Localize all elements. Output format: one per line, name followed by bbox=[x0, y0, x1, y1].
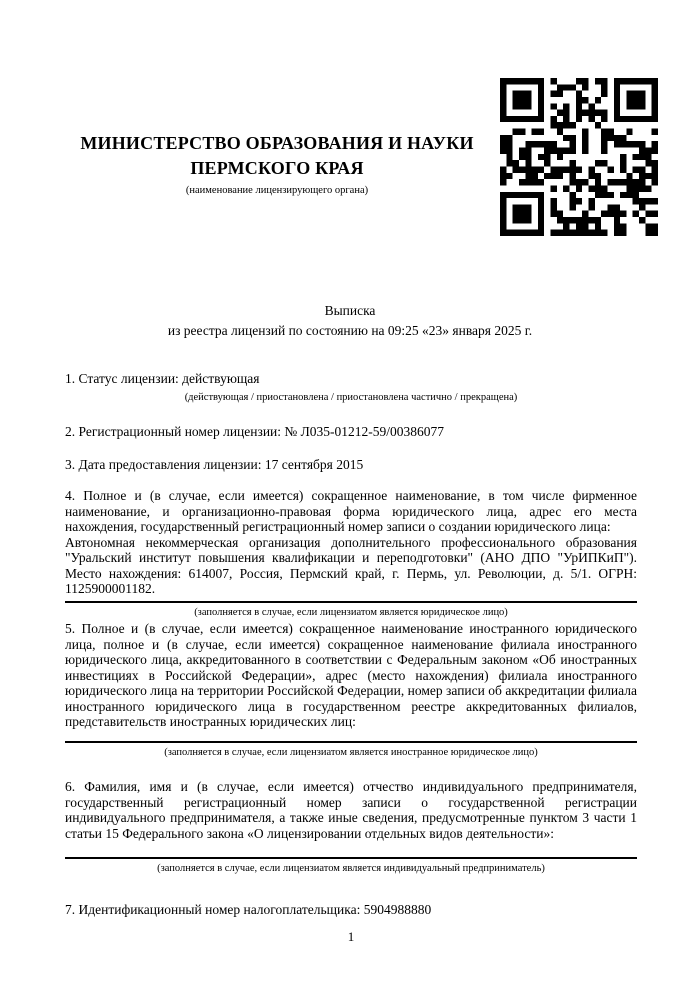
item-5-text: 5. Полное и (в случае, если имеется) сокращенное наименование иностранного юридического лица, полное и (в случае, если имеется) сокращенное наименование филиала иностранного юридического лица, аккредитованного в соответствии с Федеральным законом «Об иностранных инвестициях в Российской Федерации», адрес (место нахождения) филиала иностранного юридического лица на территории Российской Федерации, номер записи об аккредитации филиала иностранного юридического лица в государственном реестре аккредитованных филиалов, представительств иностранных юридических лиц: bbox=[65, 621, 637, 729]
document-title bbox=[80, 301, 620, 341]
document-title-line1: Выписка bbox=[324, 303, 376, 318]
item-4-legal-entity bbox=[65, 488, 637, 619]
qr-code bbox=[500, 78, 658, 236]
item-3-grant-date bbox=[65, 457, 637, 473]
item-2-text: 2. Регистрационный номер лицензии: № Л035-01212-59/00386077 bbox=[65, 424, 445, 439]
ministry-name-line2: ПЕРМСКОГО КРАЯ bbox=[190, 158, 364, 178]
item-3-text: 3. Дата предоставления лицензии: 17 сентября 2015 bbox=[65, 457, 364, 472]
page-number: 1 bbox=[347, 929, 355, 944]
item-5-caption: (заполняется в случае, если лицензиатом является иностранное юридическое лицо) bbox=[164, 746, 538, 758]
ministry-name-line1: МИНИСТЕРСТВО ОБРАЗОВАНИЯ И НАУКИ bbox=[80, 133, 474, 153]
item-4-fill-line bbox=[65, 601, 637, 603]
item-2-registration-number bbox=[65, 424, 637, 440]
item-1-license-status bbox=[65, 371, 637, 404]
item-1-text: 1. Статус лицензии: действующая bbox=[65, 371, 260, 386]
item-7-text: 7. Идентификационный номер налогоплательщика: 5904988880 bbox=[65, 902, 432, 917]
item-7-taxpayer-number bbox=[65, 902, 637, 918]
item-6-text: 6. Фамилия, имя и (в случае, если имеется) отчество индивидуального предпринимателя, государственный регистрационный номер записи о государственной регистрации индивидуального предпринимателя, а также иные сведения, предусмотренные пунктом 3 части 1 статьи 15 Федерального закона «О лицензировании отдельных видов деятельности»: bbox=[65, 779, 637, 841]
ministry-header bbox=[65, 131, 489, 197]
item-6-fill-line bbox=[65, 857, 637, 859]
ministry-caption: (наименование лицензирующего органа) bbox=[185, 185, 369, 196]
item-4-text: 4. Полное и (в случае, если имеется) сокращенное наименование, в том числе фирменное наименование, и организационно-правовая форма юридического лица, адрес его места нахождения, государственный регистрационный номер записи о создании юридического лица: bbox=[65, 488, 637, 534]
document-title-line2: из реестра лицензий по состоянию на 09:25 «23» января 2025 г. bbox=[167, 323, 533, 338]
item-4-value: Автономная некоммерческая организация дополнительного профессионального образования "Уральский институт повышения квалификации и переподготовки" (АНО ДПО "УрИПКиП"). Место нахождения: 614007, Россия, Пермский край, г. Пермь, ул. Революции, д. 5/1. ОГРН: 1125900001182. bbox=[65, 534, 637, 596]
item-1-caption: (действующая / приостановлена / приостановлена частично / прекращена) bbox=[184, 391, 518, 403]
item-5-fill-line bbox=[65, 741, 637, 743]
item-6-caption: (заполняется в случае, если лицензиатом является индивидуальный предприниматель) bbox=[157, 863, 545, 874]
item-6-individual-entrepreneur bbox=[65, 779, 637, 875]
item-4-caption: (заполняется в случае, если лицензиатом является юридическое лицо) bbox=[194, 606, 508, 618]
item-5-foreign-entity bbox=[65, 621, 637, 759]
